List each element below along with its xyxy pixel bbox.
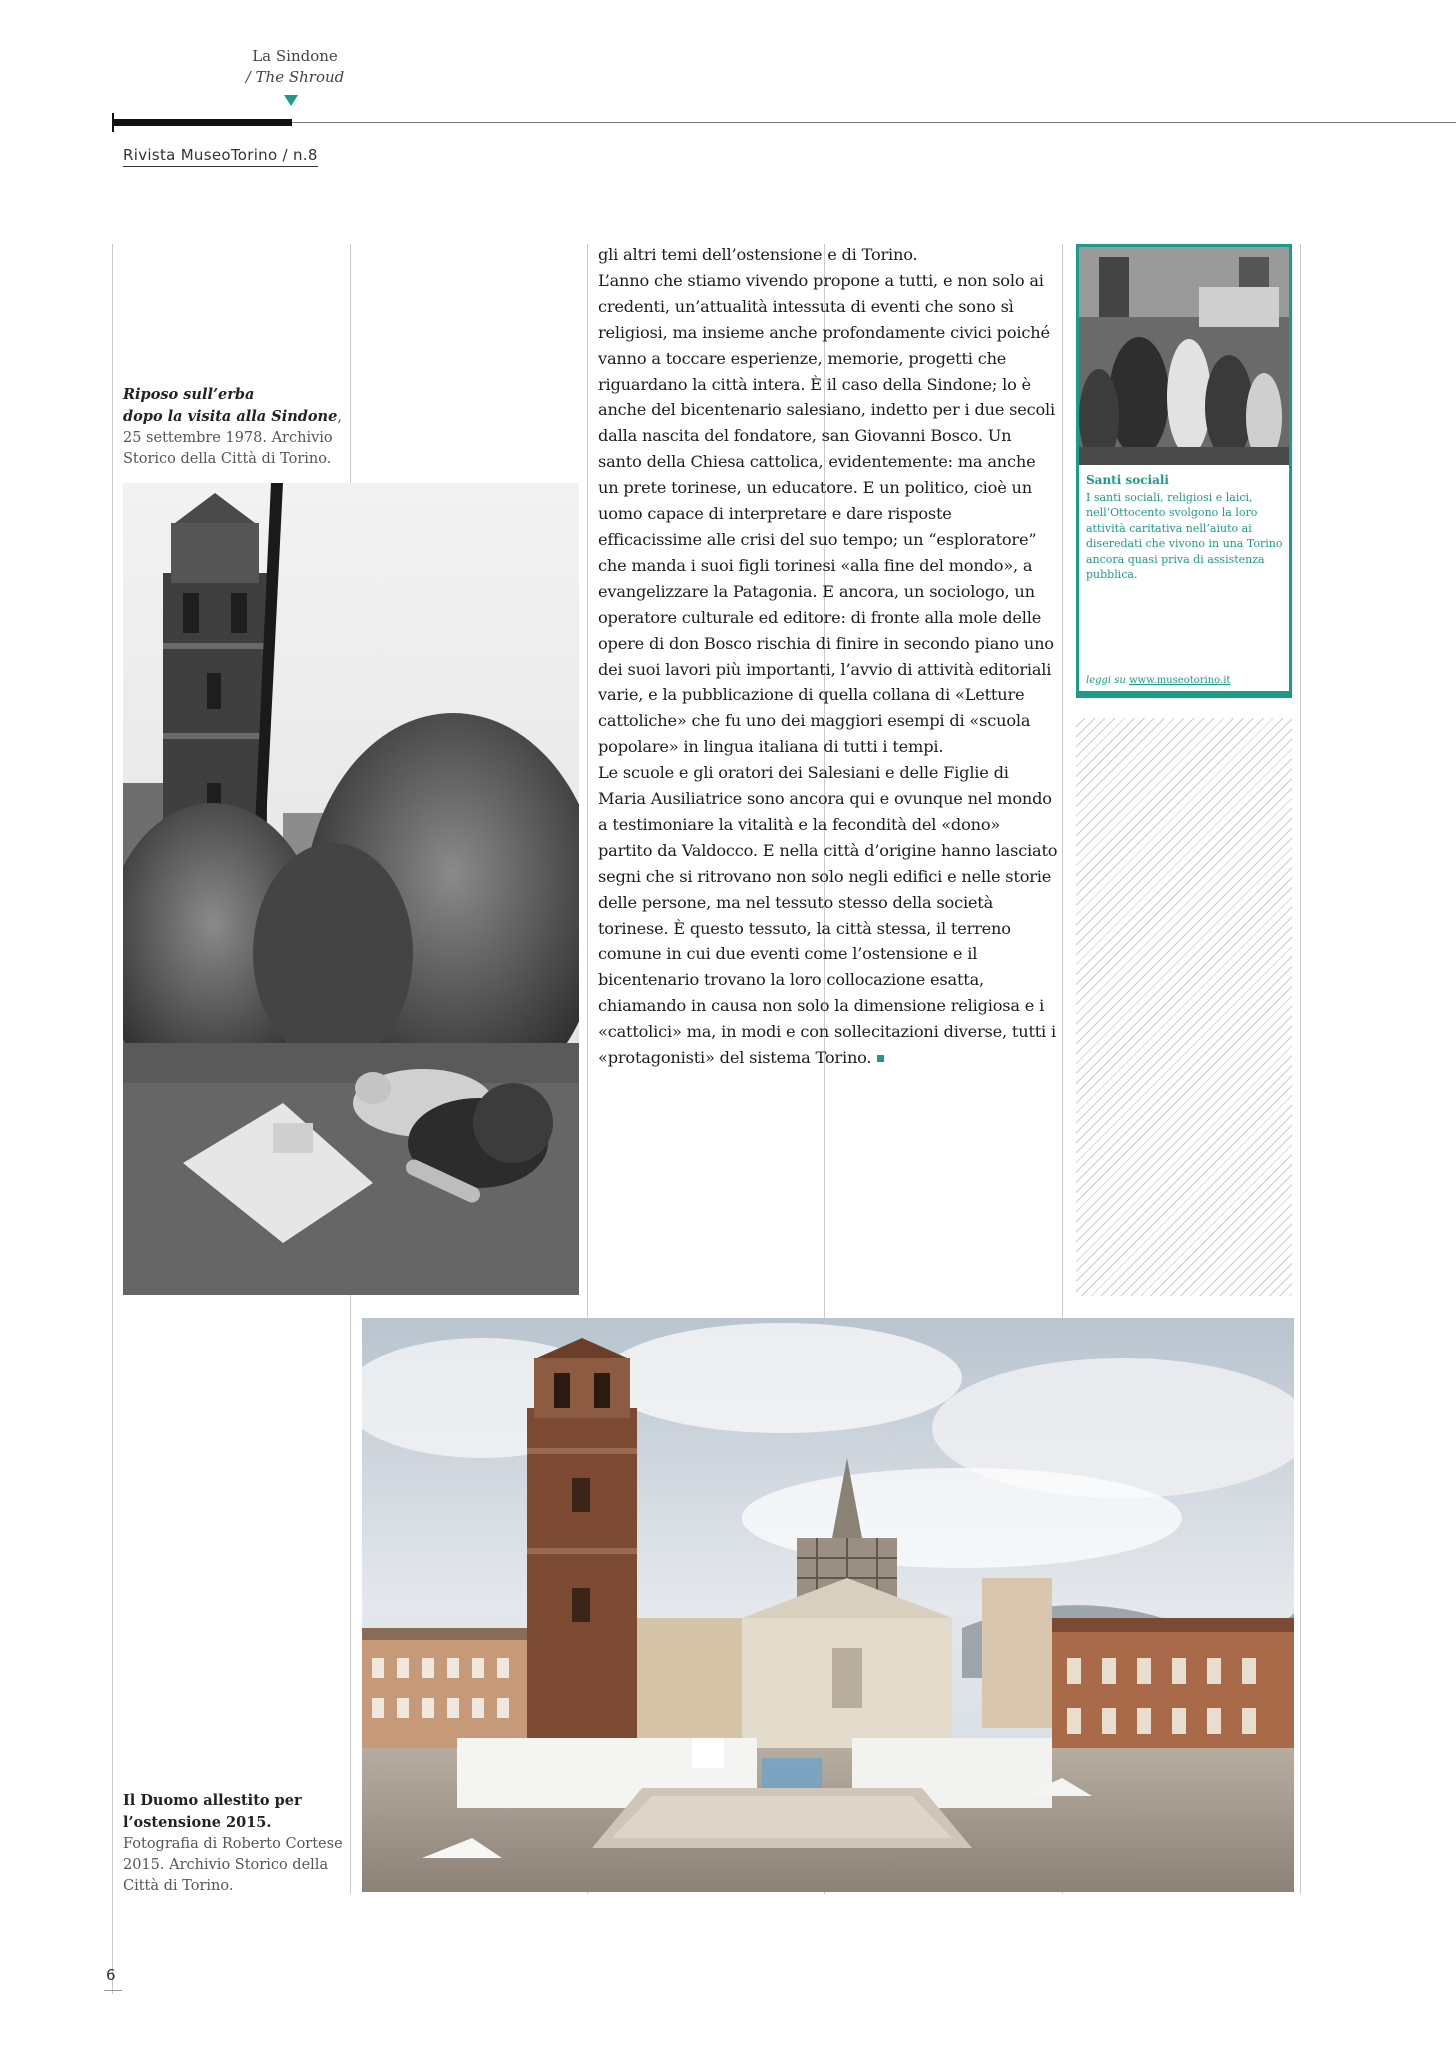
photo2-caption-credit: Fotografia di Roberto Cortese 2015. Archivio Storico della Città di Torino. [123,1836,343,1894]
column-guide [1300,244,1301,1894]
sidebar-link-line [1086,675,1230,686]
section-title-en: / The Shroud [245,68,345,86]
sidebar-link-prefix: leggi su [1086,675,1126,686]
photo-resting-on-grass-image [123,483,579,1295]
end-of-article-icon [877,1055,884,1062]
section-marker-icon [284,95,298,106]
magazine-title: Rivista MuseoTorino / n.8 [123,146,318,167]
section-title-it: La Sindone [252,47,338,65]
article-body [598,242,1058,1071]
hatched-decoration [1076,718,1292,1296]
photo1-caption: Riposo sull’erba dopo la visita alla Sindone, 25 settembre 1978. Archivio Storico della Città di Torino. [123,386,342,467]
header-rule-cap [112,113,114,132]
photo1-caption-credit: 25 settembre 1978. Archivio Storico della Città di Torino. [123,430,333,467]
header-rule [112,122,1456,123]
sidebar-photo [1079,247,1289,465]
photo2-caption [123,1790,355,1897]
photo-duomo-2015-image [362,1318,1294,1892]
section-title [230,46,360,88]
article-body-text: gli altri temi dell’ostensione e di Torino. L’anno che stiamo vivendo propone a tutti, e non solo ai credenti, un’attualità intessuta di eventi che sono sì religiosi, ma insieme anche profondamente civici poiché vanno a toccare esperienze, memorie, progetti che riguardano la città intera. È il caso della Sindone; lo è anche del bicentenario salesiano, indetto per i due secoli dalla nascita del fondatore, san Giovanni Bosco. Un santo della Chiesa cattolica, evidentemente: ma anche un prete torinese, un educatore. E un politico, cioè un uomo capace di interpretare e dare risposte efficacissime alle crisi del suo tempo; un “esploratore” che manda i suoi figli torinesi «alla fine del mondo», a evangelizzare la Patagonia. E ancora, un sociologo, un operatore culturale ed editore: di fronte alla mole delle opere di don Bosco rischia di finire in secondo piano uno dei suoi lavori più importanti, l’avvio di attività editoriali varie, e la pubblicazione di quella collana di «Letture cattoliche» che fu uno dei maggiori esempi di «scuola popolare» in lingua italiana di tutti i tempi. Le scuole e gli oratori dei Salesiani e delle Figlie di Maria Ausiliatrice sono ancora qui e ovunque nel mondo a testimoniare la vitalità e la fecondità del «dono» partito da Valdocco. E nella città d’origine hanno lasciato segni che si ritrovano non solo negli edifici e nelle storie delle persone, ma nel tessuto stesso della società torinese. È questo tessuto, la città stessa, il terreno comune in cui due eventi come l’ostensione e il bicentenario trovano la loro collocazione esatta, chiamando in causa non solo la dimensione religiosa e i «cattolici» ma, in modi e con sollecitazioni diverse, tutti i «protagonisti» del sistema Torino. [598,245,1058,1068]
photo2-caption-title: Il Duomo allestito per l’ostensione 2015. [123,1792,302,1831]
photo-duomo-2015 [362,1318,1294,1892]
page-number-rule [104,1990,122,1991]
page-number: 6 [106,1966,116,1984]
photo1-caption-title-1: Riposo sull’erba [123,386,255,403]
photo1-caption-title-2: dopo la visita alla Sindone [123,408,338,425]
sidebar-title: Santi sociali [1086,473,1169,487]
column-guide [112,244,113,1994]
header-rule-accent [112,119,292,126]
museotorino-link[interactable]: www.museotorino.it [1129,675,1231,686]
sidebar-text: I santi sociali, religiosi e laici, nell’Ottocento svolgono la loro attività caritativa nell’aiuto ai diseredati che vivono in una Torino ancora quasi priva di assistenza pubblica. [1086,491,1283,582]
photo-resting-on-grass [123,483,579,1295]
sidebar-photo-image [1079,247,1289,465]
sidebar-box [1076,244,1292,698]
